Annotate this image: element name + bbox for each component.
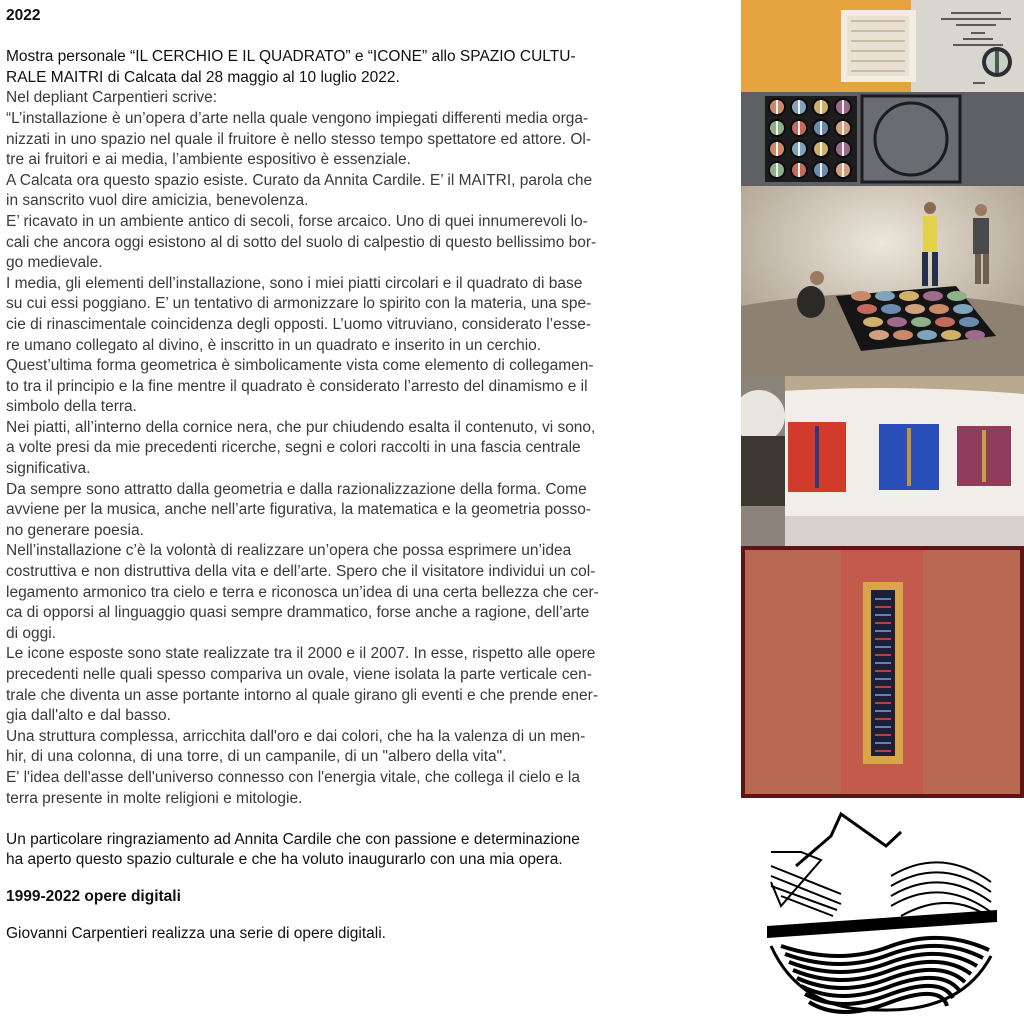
installation-room-photo [741,186,1024,376]
body-line: precedenti nelle quali spesso compariva un ovale, viene isolata la parte verticale cen- [6,666,592,683]
body-line: avviene per la musica, anche nell’arte figurativa, la matematica e la geometria posso- [6,501,591,519]
icons-wall-photo [741,376,1024,546]
body-line: cali che ancora oggi esistono al di sotto del suolo di calpestio di questo bellissimo bor- [6,233,597,251]
body-line: I media, gli elementi dell’installazione, sono i miei piatti circolari e il quadrato di base [6,274,583,292]
body-line: costruttiva e non distruttiva della vita e dell’arte. Spero che il visitatore individui un col- [6,563,596,581]
digital-artwork-image [741,806,1024,1018]
body-line: nizzati in uno spazio nel quale il fruitore è nello stesso tempo spettatore ed attore. Ol- [6,130,592,148]
body-line: Nei piatti, all’interno della cornice nera, che pur chiudendo esalta il contenuto, vi sono, [6,418,596,436]
body-line: simbolo della terra. [6,398,137,416]
body-line: in sanscrito vuol dire amicizia, benevolenza. [6,192,309,210]
body-line: terra presente in molte religioni e mitologie. [6,789,303,807]
body-line: a volte presi da mie precedenti ricerche, segni e colori raccolti in una fascia centrale [6,439,581,457]
body-line: hir, di una colonna, di una torre, di un campanile, di un "albero della vita". [6,748,507,766]
digital-works-text: Giovanni Carpentieri realizza una serie di opere digitali. [6,924,386,942]
body-line: E' l'idea dell'asse dell'universo connesso con l'energia vitale, che collega il cielo e la [6,768,580,786]
heading-2022: 2022 [6,7,41,24]
body-line: Nell’installazione c’è la volontà di realizzare un’opera che possa esprimere un’idea [6,542,572,560]
body-line: to tra il principio e la fine mentre il quadrato è considerato l’arresto del dinamismo e il [6,377,588,395]
body-line: A Calcata ora questo spazio esiste. Curato da Annita Cardile. E’ il MAITRI, parola che [6,171,593,189]
intro-line: Mostra personale “IL CERCHIO E IL QUADRATO” e “ICONE” allo SPAZIO CULTU- [6,48,576,66]
body-line: ca di opporsi al linguaggio quasi sempre drammatico, forse anche a ragione, dell’arte [6,604,590,622]
body-line: Le icone esposte sono state realizzate tra il 2000 e il 2007. In esse, rispetto alle opere [6,645,596,663]
circle-plates-and-circle-image [741,92,1024,186]
body-line: legamento armonico tra cielo e terra e riconosca un’idea di una certa bellezza che cer- [6,583,599,601]
body-line: tre ai fruitori e ai media, l’ambiente espositivo è essenziale. [6,151,411,169]
body-line: significativa. [6,460,91,478]
intro-line: RALE MAITRI di Calcata dal 28 maggio al 10 luglio 2022. [6,68,400,86]
thanks-line: ha aperto questo spazio culturale e che ha voluto inaugurarlo con una mia opera. [6,851,563,869]
article-text [6,6,730,944]
exhibition-poster-image [741,0,1024,92]
body-line: re umano collegato al divino, è inscritto in un quadrato e inserito in un cerchio. [6,336,542,354]
body-line: Quest’ultima forma geometrica è simbolicamente vista come elemento di collegamen- [6,357,594,375]
body-line: Da sempre sono attratto dalla geometria e dalla razionalizzazione della forma. Come [6,480,587,498]
thanks-line: Un particolare ringraziamento ad Annita Cardile che con passione e determinazione [6,830,580,848]
body-line: Nel depliant Carpentieri scrive: [6,89,218,107]
heading-digital-works: 1999-2022 opere digitali [6,887,181,905]
body-line: di oggi. [6,624,56,642]
body-line: E’ ricavato in un ambiente antico di secoli, forse arcaico. Uno di quei innumerevoli lo- [6,212,588,230]
body-line: no generare poesia. [6,521,144,539]
body-line: “L’installazione è un’opera d’arte nella quale vengono impiegati differenti media orga- [6,109,589,127]
icon-artwork-detail-image [741,546,1024,798]
body-line: Una struttura complessa, arricchita dall'oro e dai colori, che ha la valenza di un men- [6,727,586,745]
body-paragraphs [6,88,730,809]
body-line: cie di rinascimentale coincidenza degli opposti. L’uomo vitruviano, considerato l’esse- [6,315,592,333]
body-line: su cui essi poggiano. E’ un tentativo di armonizzare lo spirito con la materia, una spe- [6,295,592,313]
body-line: gia dall'alto e dal basso. [6,707,171,725]
body-line: trale che diventa un asse portante intorno al quale girano gli eventi e che prende ener- [6,686,598,704]
body-line: go medievale. [6,254,103,272]
